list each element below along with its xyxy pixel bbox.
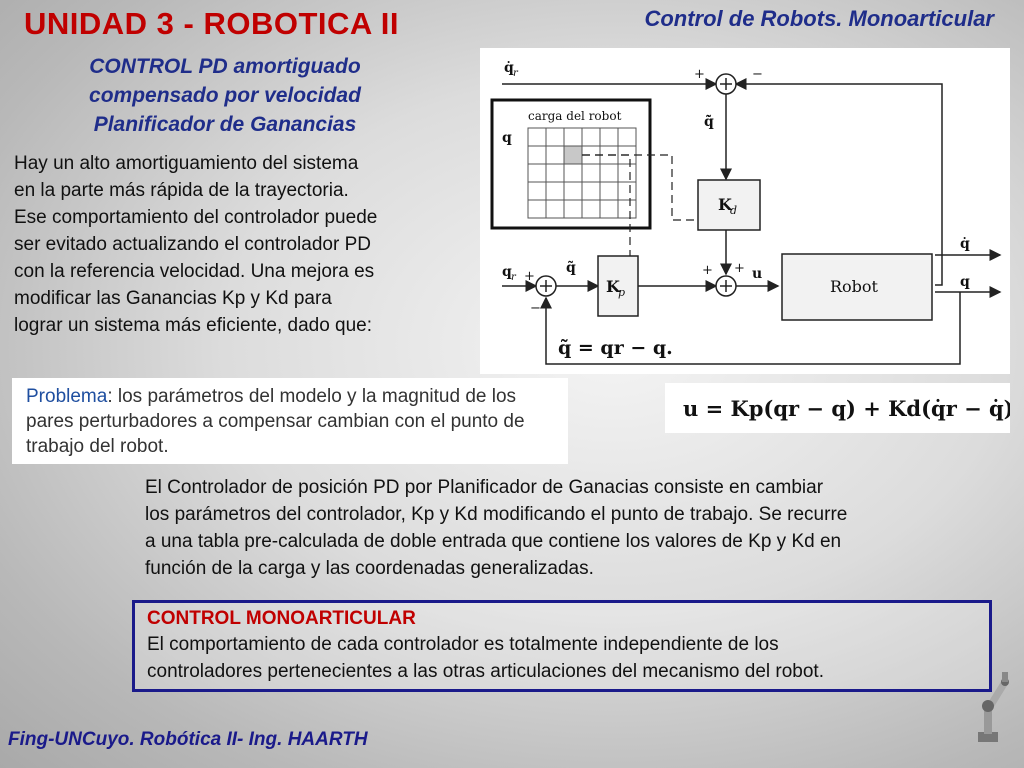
robot-block-label: Robot [830, 277, 878, 296]
subtitle-line: Planificador de Ganancias [93, 113, 357, 136]
lookup-table-grid [528, 128, 636, 218]
intro-line: en la parte más rápida de la trayectoria. [14, 180, 349, 201]
position-error-label: q̃ [566, 260, 576, 276]
output-q-label: q [960, 274, 970, 290]
error-equation: q̃ = qr − q. [558, 337, 673, 359]
kp-block-sub: p [618, 286, 626, 299]
block-diagram [480, 48, 1010, 374]
kd-block-label: K [718, 195, 732, 214]
monoarticular-box [132, 600, 992, 692]
footer-credit: Fing-UNCuyo. Robótica II- Ing. HAARTH [8, 729, 368, 750]
input-q-r-label: q [502, 264, 512, 280]
control-law-text: u = Kp(qr − q) + Kd(q̇r − q̇). [683, 396, 1010, 421]
main-title: UNIDAD 3 - ROBOTICA II [24, 6, 399, 41]
input-q-r-sub: r [511, 272, 516, 283]
monoarticular-title: CONTROL MONOARTICULAR [147, 608, 416, 629]
body-line: función de la carga y las coordenadas generalizadas. [145, 558, 594, 579]
problem-text: : los parámetros del modelo y la magnitud de los pares perturbadores a compensar cambian con el punto de trabajo del robot. [26, 386, 525, 457]
subtitle-line: CONTROL PD amortiguado [89, 55, 361, 78]
block-diagram-panel [480, 48, 1010, 374]
intro-line: Ese comportamiento del controlador puede [14, 207, 378, 228]
robot-arm-icon [962, 668, 1014, 744]
table-label: carga del robot [528, 109, 622, 123]
plus-sign: + [694, 67, 705, 82]
input-qdot-r-sub: r [513, 68, 518, 79]
problem-statement [26, 384, 562, 459]
table-row-label: q [502, 130, 512, 146]
monoarticular-line: El comportamiento de cada controlador es totalmente independiente de los [147, 634, 779, 655]
problem-label: Problema [26, 386, 108, 407]
minus-sign: − [530, 301, 541, 316]
intro-line: lograr un sistema más eficiente, dado que: [14, 315, 373, 336]
control-law-equation [665, 383, 1010, 433]
kp-block-label: K [606, 277, 620, 296]
kd-block-sub: d [730, 204, 738, 217]
control-signal-label: u [752, 266, 763, 282]
body-line: a una tabla pre-calculada de doble entrada que contiene los valores de Kp y Kd en [145, 531, 842, 552]
problem-panel [12, 378, 568, 464]
plus-sign: + [734, 261, 745, 276]
plus-sign: + [702, 263, 713, 278]
control-law-panel [665, 383, 1010, 433]
plus-sign: + [524, 269, 535, 284]
output-qdot-label: q̇ [960, 236, 970, 252]
intro-line: con la referencia velocidad. Una mejora es [14, 261, 375, 282]
monoarticular-line: controladores pertenecientes a las otras articulaciones del mecanismo del robot. [147, 661, 824, 682]
minus-sign: − [752, 67, 763, 82]
body-line: los parámetros del controlador, Kp y Kd modificando el punto de trabajo. Se recurre [145, 504, 848, 525]
monoarticular-text [147, 631, 977, 685]
subtitle-line: compensado por velocidad [89, 84, 361, 107]
velocity-error-label: q̃̇ [704, 114, 714, 130]
body-paragraph [145, 474, 1005, 582]
intro-line: modificar las Ganancias Kp y Kd para [14, 288, 332, 309]
intro-line: ser evitado actualizando el controlador PD [14, 234, 371, 255]
body-line: El Controlador de posición PD por Planificador de Ganacias consiste en cambiar [145, 477, 824, 498]
intro-line: Hay un alto amortiguamiento del sistema [14, 153, 359, 174]
section-title: Control de Robots. Monoarticular [644, 6, 994, 31]
intro-paragraph [14, 150, 464, 339]
slide-subtitle [40, 52, 410, 139]
input-qdot-r-label: q̇ [504, 60, 514, 76]
